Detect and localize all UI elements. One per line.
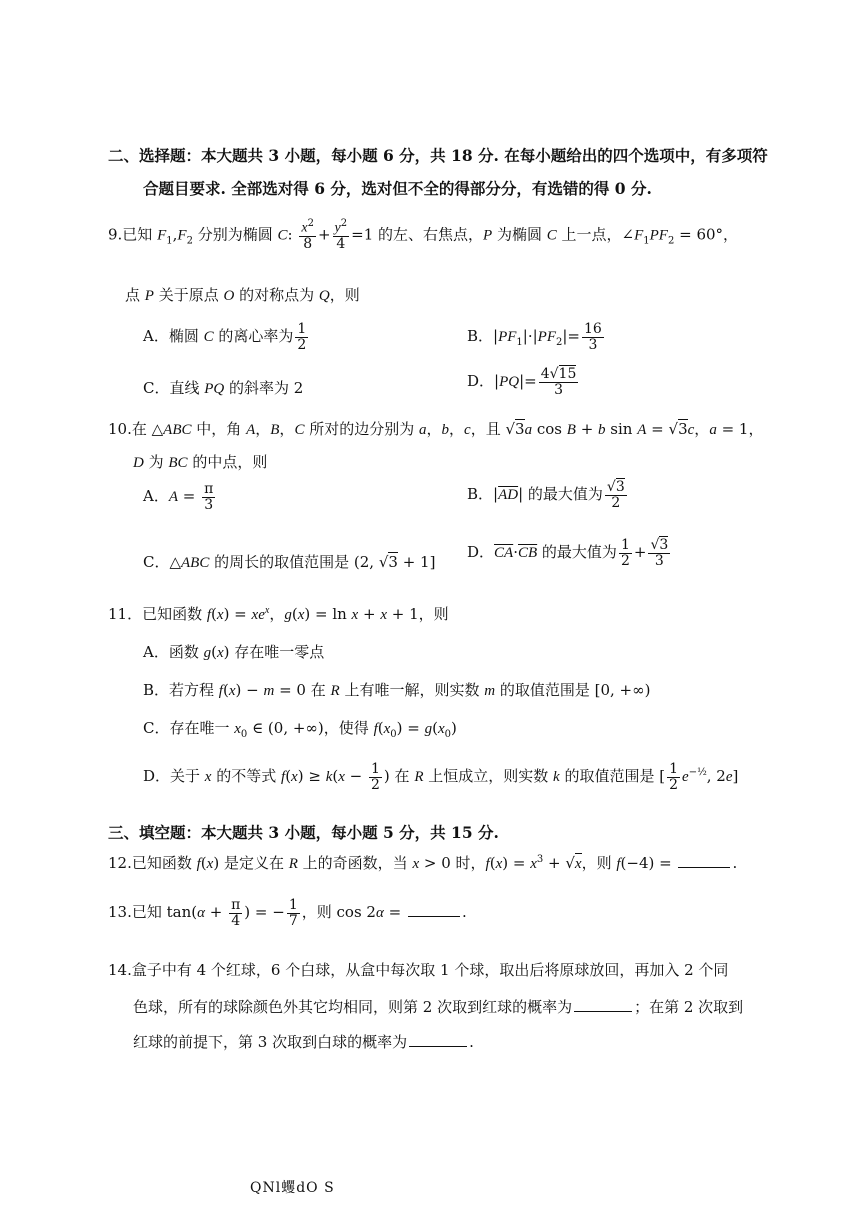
question-11-option-d: D．关于 x 的不等式 f(x) ≥ k(x − $\frac{1}{2}$ ) 在 R 上恒成立，则实数 k 的取值范围是 [ $\frac{1}{2}$ $e^{-\frac{1}{2}}$, 2e] [143,761,739,793]
question-11-option-b: B．若方程 f(x) − m = 0 在 R 上有唯一解，则实数 m 的取值范围是 [0, +∞) [143,681,651,699]
section2-heading-line1: 二、选择题：本大题共 3 小题，每小题 6 分，共 18 分. 在每小题给出的四个选项中，有多项符 [108,146,768,165]
answer-blank [408,904,460,917]
question-9-option-b: B．$|PF_1|\cdot|PF_2|=$ $\frac{16}{3}$ [467,321,602,353]
question-10-stem-line2: D 为 BC 的中点，则 [133,453,268,471]
question-10-stem-line1: 10.在 △ABC 中，角 A，B，C 所对的边分别为 a，b，c，且 √3a cos B + b sin A = √3c，a = 1， [108,420,764,438]
question-9-option-d: D．|PQ|= $\frac{4√15}{3}$ [467,366,577,398]
question-14-line2: 色球，所有的球除颜色外其它均相同，则第 2 次取到红球的概率为 ；在第 2 次取到 [133,998,744,1016]
question-9-stem-line1: 9.已知 $F_1,F_2$ 分别为椭圆 C: $\frac{x^2}{8}$ + $\frac{y^2}{4}$ =1 的左、右焦点，P 为椭圆 C 上一点，$\angle F_1PF_2 = 60^\circ$， [108,218,739,253]
question-10-option-a: A．A = $\frac{\pi}{3}$ [143,481,214,513]
page-footer: QNl蠼dO S [250,1180,335,1196]
question-9-option-a: A．椭圆 C 的离心率为 $\frac{1}{2}$ [143,321,307,353]
section2-heading-line2: 合题目要求. 全部选对得 6 分，选对但不全的得部分分，有选错的得 0 分. [143,179,652,198]
question-9-option-c: C．直线 PQ 的斜率为 2 [143,379,304,397]
question-10-option-d: D．$\overline{CA}\cdot\overline{CB}$ 的最大值为 $\frac{1}{2}$ + $\frac{√3}{3}$ [467,537,669,569]
answer-blank [574,999,632,1012]
answer-blank [409,1034,467,1047]
question-14-line1: 14.盒子中有 4 个红球，6 个白球，从盒中每次取 1 个球，取出后将原球放回，再加入 2 个同 [108,961,729,979]
question-14-line3: 红球的前提下，第 3 次取到白球的概率为 . [133,1033,474,1051]
question-9-stem-line2: 点 P 关于原点 O 的对称点为 Q，则 [125,286,360,304]
question-10-option-b: B．$|\overline{AD}|$ 的最大值为 $\frac{√3}{2}$ [467,479,625,511]
question-13-stem: 13.已知 tan(α + $\frac{\pi}{4}$ ) = − $\frac{1}{7}$ ，则 cos 2α = . [108,897,467,929]
answer-blank [678,855,730,868]
question-11-stem: 11．已知函数 $f(x) = xe^x$，g(x) = ln x + x + 1，则 [108,605,449,623]
question-10-option-c: C．△ABC 的周长的取值范围是 (2, √3 + 1] [143,553,436,571]
question-11-option-a: A．函数 g(x) 存在唯一零点 [143,643,325,661]
question-12-stem: 12.已知函数 f(x) 是定义在 R 上的奇函数，当 x > 0 时，$f(x) = x^3 + √x$，则 f(−4) = . [108,854,738,872]
section3-heading: 三、填空题：本大题共 3 小题，每小题 5 分，共 15 分. [108,823,499,842]
question-11-option-c: C．存在唯一 $x_0$ ∈ (0, +∞)，使得 $f(x_0) = g(x_0)$ [143,719,457,740]
